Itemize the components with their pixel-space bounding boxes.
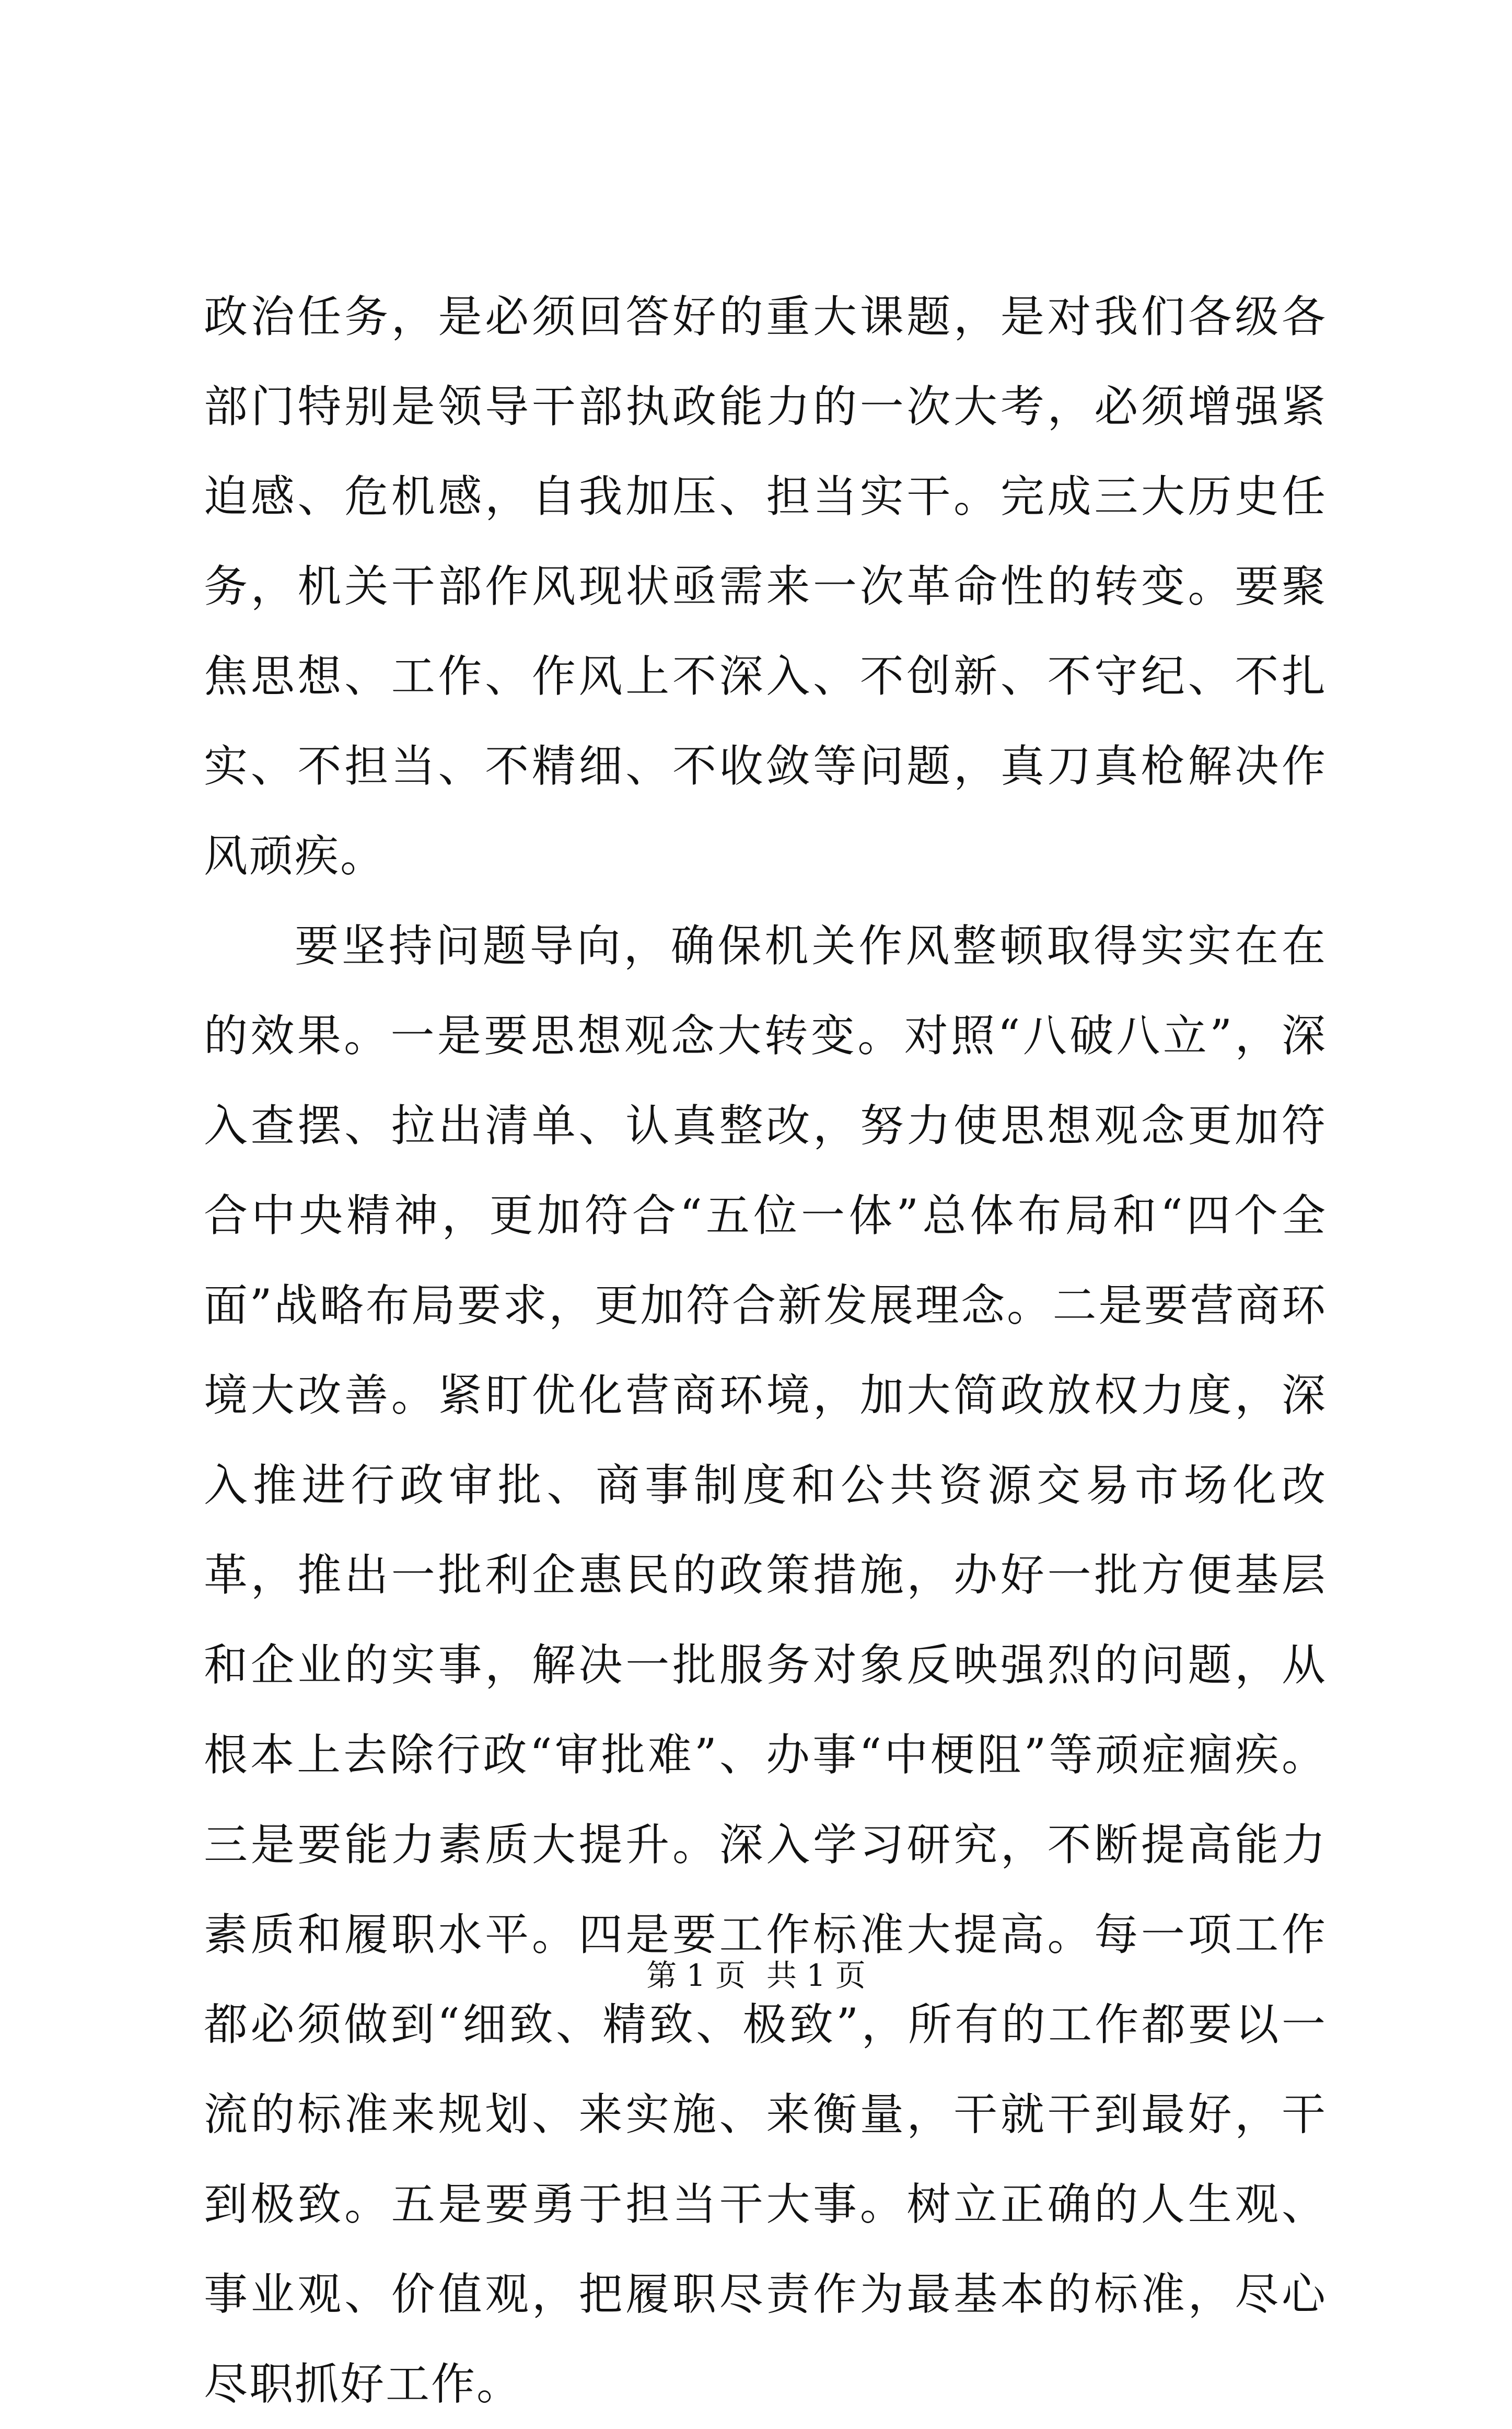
page-number: 第 1 页 — [646, 1958, 746, 1993]
page-total: 共 1 页 — [766, 1958, 866, 1993]
page-footer — [0, 1954, 1512, 1996]
document-body — [204, 272, 1327, 2429]
paragraph-1: 政治任务，是必须回答好的重大课题，是对我们各级各部门特别是领导干部执政能力的一次大考，必须增强紧迫感、危机感，自我加压、担当实干。完成三大历史任务，机关干部作风现状亟需来一次革命性的转变。要聚焦思想、工作、作风上不深入、不创新、不守纪、不扎实、不担当、不精细、不收敛等问题，真刀真枪解决作风顽疾。 — [204, 291, 1327, 882]
paragraph-2: 要坚持问题导向，确保机关作风整顿取得实实在在的效果。一是要思想观念大转变。对照“八破八立”，深入查摆、拉出清单、认真整改，努力使思想观念更加符合中央精神，更加符合“五位一体”总体布局和“四个全面”战略布局要求，更加符合新发展理念。二是要营商环境大改善。紧盯优化营商环境，加大简政放权力度，深入推进行政审批、商事制度和公共资源交易市场化改革，推出一批利企惠民的政策措施，办好一批方便基层和企业的实事，解决一批服务对象反映强烈的问题，从根本上去除行政“审批难”、办事“中梗阻”等顽症痼疾。三是要能力素质大提升。深入学习研究，不断提高能力素质和履职水平。四是要工作标准大提高。每一项工作都必须做到“细致、精致、极致”，所有的工作都要以一流的标准来规划、来实施、来衡量，干就干到最好，干到极致。五是要勇于担当干大事。树立正确的人生观、事业观、价值观，把履职尽责作为最基本的标准，尽心尽职抓好工作。 — [204, 920, 1327, 2410]
